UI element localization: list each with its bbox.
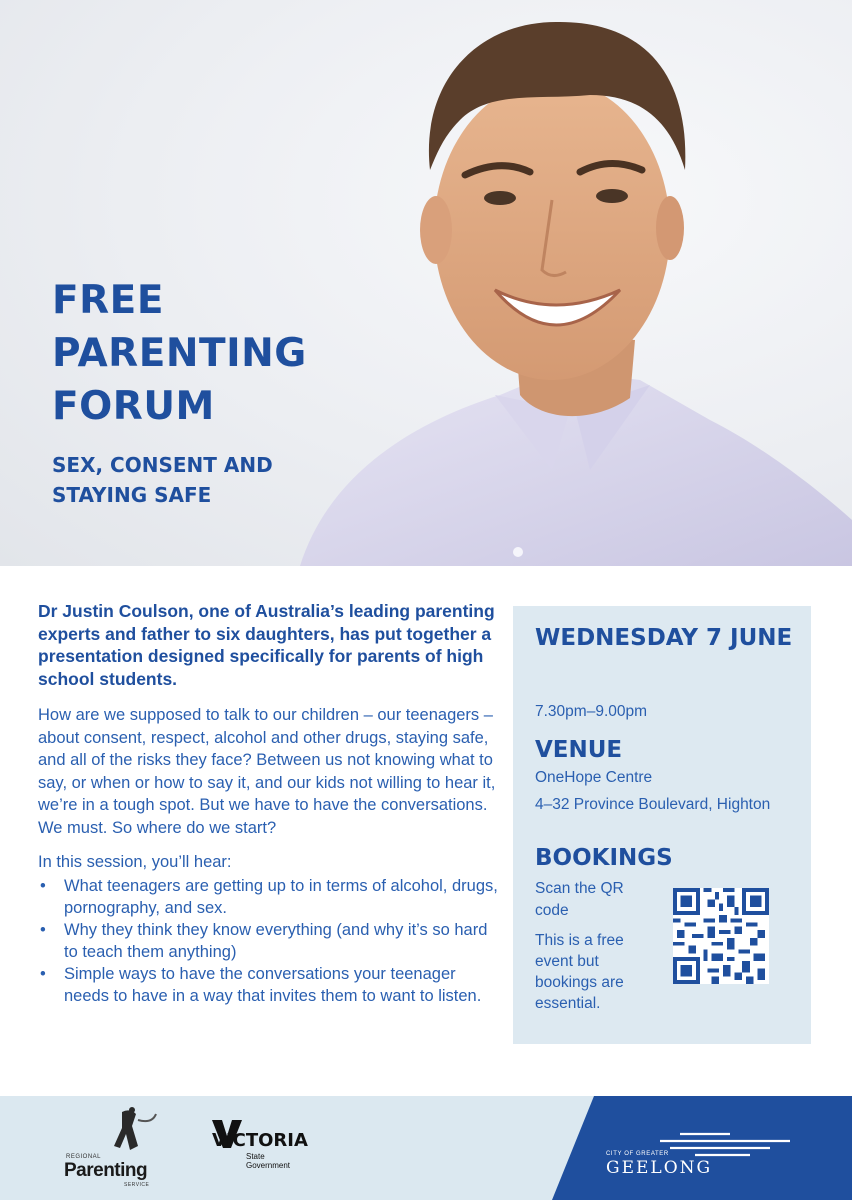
bookings-heading: BOOKINGS	[535, 845, 673, 871]
bullet-icon: •	[40, 965, 46, 983]
title-line: PARENTING	[52, 331, 307, 376]
geelong-small-text: CITY OF GREATER	[606, 1151, 669, 1157]
rps-small-text: REGIONAL	[66, 1154, 102, 1160]
victoria-state-text: State	[246, 1152, 265, 1161]
rps-main-text: Parenting	[64, 1160, 148, 1181]
list-item	[38, 963, 498, 1007]
regional-parenting-logo	[60, 1106, 170, 1190]
hero-banner	[0, 0, 852, 566]
event-time: 7.30pm–9.00pm	[535, 703, 648, 720]
intro-text: Dr Justin Coulson, one of Australia’s leading parenting experts and father to six daughters, has put together a presentation designed specifically for parents of high school students.	[38, 601, 495, 689]
page-subtitle	[52, 450, 273, 510]
victoria-wordmark: VICTORIA	[212, 1130, 308, 1151]
list-item-text: What teenagers are getting up to in terms of alcohol, drugs, pornography, and sex.	[64, 877, 498, 917]
event-details-panel	[513, 606, 811, 1044]
geelong-wordmark: GEELONG	[606, 1158, 713, 1178]
victoria-government-text: Government	[246, 1161, 291, 1170]
list-item	[38, 875, 498, 919]
description-column	[38, 600, 498, 1007]
subtitle-line: SEX, CONSENT AND	[52, 453, 273, 477]
qr-code-icon[interactable]	[673, 888, 769, 984]
list-item	[38, 919, 498, 963]
venue-heading: VENUE	[535, 737, 623, 763]
page-title	[52, 274, 307, 433]
scan-instruction: Scan the QR code	[535, 880, 624, 919]
title-line: FREE	[52, 278, 164, 323]
venue-name: OneHope Centre	[535, 769, 653, 786]
subtitle-line: STAYING SAFE	[52, 483, 212, 507]
list-heading: In this session, you’ll hear:	[38, 853, 232, 871]
topic-list	[38, 875, 498, 1007]
booking-note: This is a free event but bookings are essential.	[535, 932, 624, 1012]
bullet-icon: •	[40, 921, 46, 939]
list-item-text: Why they think they know everything (and why it’s so hard to teach them anything)	[64, 921, 488, 961]
bullet-icon: •	[40, 877, 46, 895]
speaker-photo	[290, 0, 852, 566]
list-item-text: Simple ways to have the conversations your teenager needs to have in a way that invites them to want to listen.	[64, 965, 482, 1005]
description-paragraph: How are we supposed to talk to our children – our teenagers – about consent, respect, alcohol and other drugs, staying safe, and all of the risks they face? Between us not knowing what to say, or when or how to say it, and our kids not willing to hear it, we’re in a tough spot. But we have to have the conversations. We must. So where do we start?	[38, 706, 496, 837]
victoria-state-government-logo	[212, 1118, 322, 1178]
title-line: FORUM	[52, 384, 215, 429]
rps-service-text: SERVICE	[124, 1182, 150, 1188]
parenting-figure-icon	[60, 1106, 170, 1154]
event-date: WEDNESDAY 7 JUNE	[535, 625, 793, 651]
venue-address: 4–32 Province Boulevard, Highton	[535, 796, 771, 813]
